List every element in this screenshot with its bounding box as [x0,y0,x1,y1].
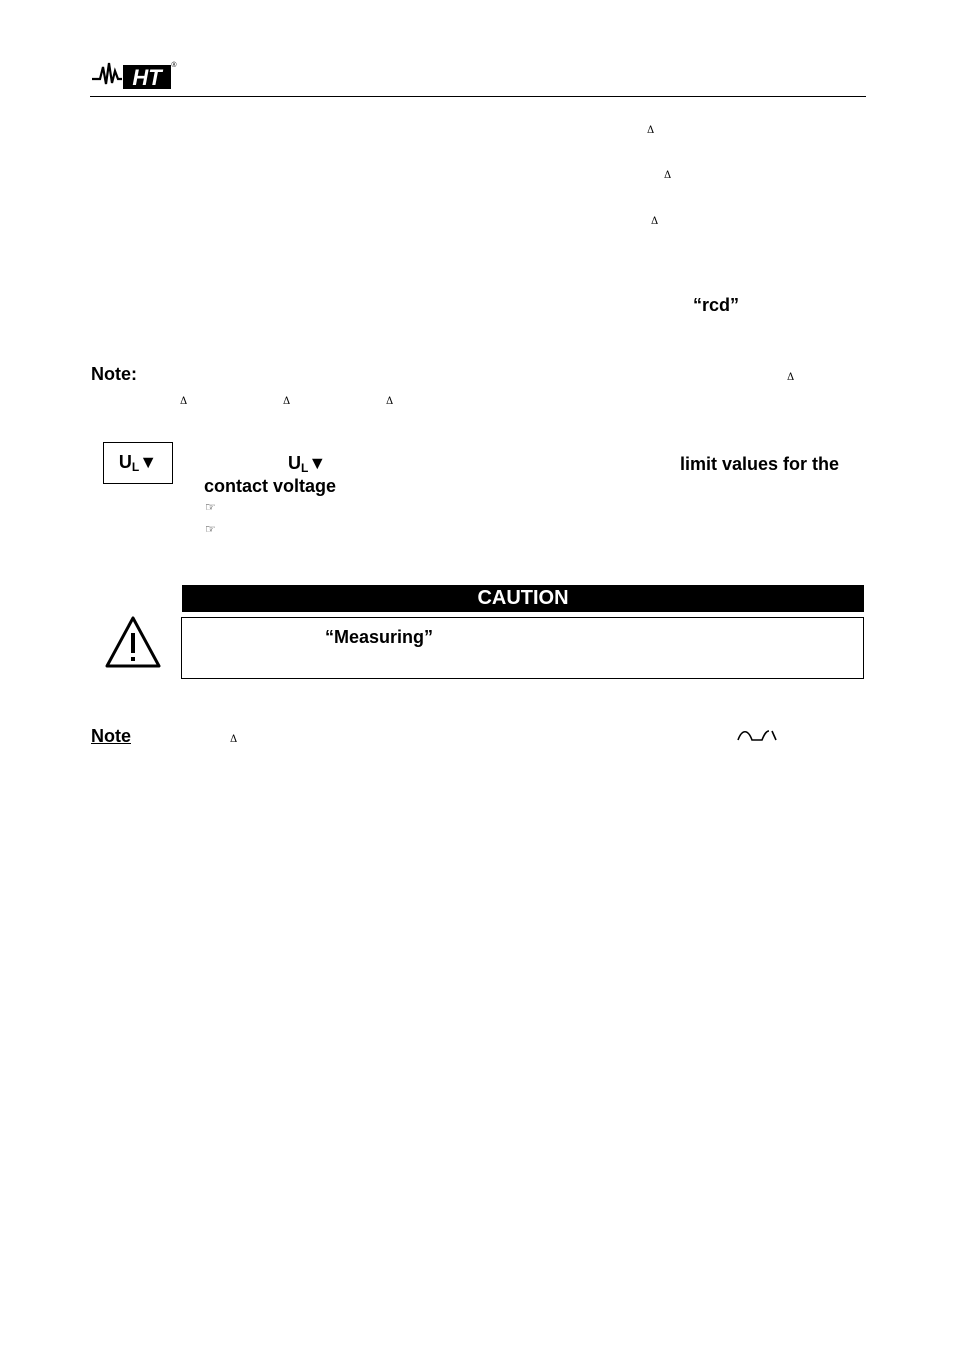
pointer-icon: ☞ [205,522,216,536]
ul-key-button[interactable] [103,442,173,484]
note-underlined-label: Note [91,726,131,746]
logo-registered: ® [171,62,177,69]
ht-logo [92,57,178,91]
delta-symbol: Δ [230,734,238,745]
contact-voltage-text: contact voltage [204,476,337,496]
pointer-icon: ☞ [205,500,216,514]
logo-text: HT [132,65,162,90]
caution-box [181,617,864,679]
ul-key-label: $U_L▼$ [118,452,158,474]
delta-symbol: Δ [664,170,672,181]
rcd-label: “rcd” [693,295,740,315]
warning-triangle-icon [104,615,162,669]
delta-symbol: Δ [386,396,394,407]
delta-symbol: Δ [647,125,655,136]
measuring-label: “Measuring” [325,627,434,647]
delta-symbol: Δ [180,396,188,407]
ul-key-inline: $U_L▼$ [288,453,327,475]
limit-values-text: limit values for the [680,454,840,474]
caution-header [182,585,864,612]
delta-symbol: Δ [651,216,659,227]
half-wave-icon [736,727,780,743]
delta-symbol: Δ [283,396,291,407]
delta-symbol: Δ [787,372,795,383]
caution-title: CAUTION [477,587,569,609]
header-rule [90,96,866,97]
note-label: Note: [91,364,137,384]
